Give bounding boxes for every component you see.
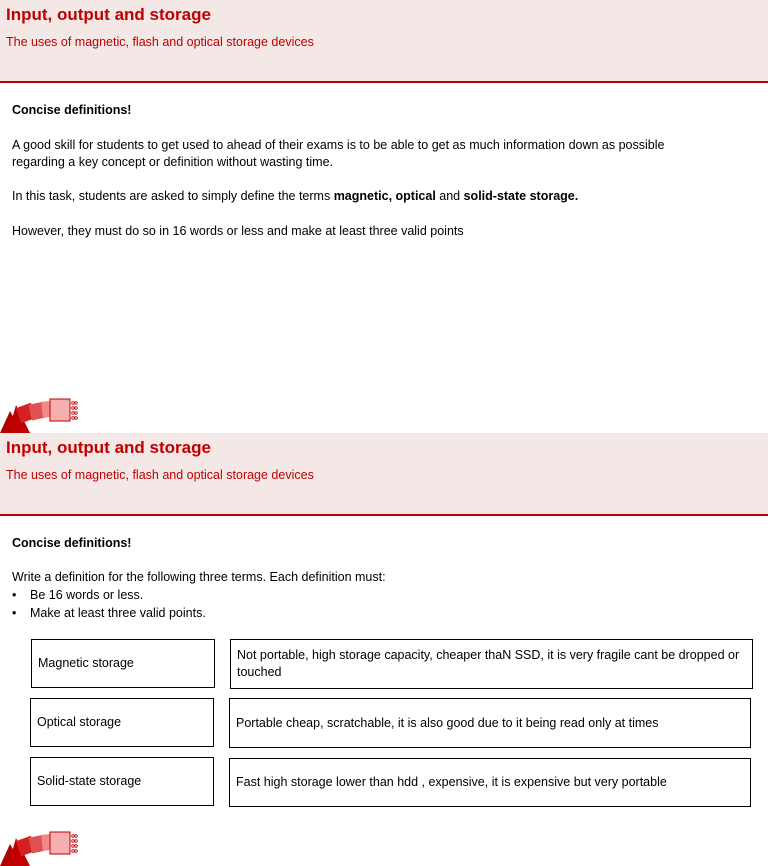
slide-header [0,0,768,83]
slide-subtitle: The uses of magnetic, flash and optical storage devices [6,468,314,482]
list-item: • Be 16 words or less. [12,587,206,605]
slide-subtitle: The uses of magnetic, flash and optical storage devices [6,35,314,49]
slide-title: Input, output and storage [6,438,211,457]
slide-2 [0,433,768,866]
constraint-paragraph: However, they must do so in 16 words or less and make at least three valid points [12,224,464,238]
intro-paragraph: A good skill for students to get used to ahead of their exams is to be able to get as much information down as possible regarding a key concept or definition without wasting time. [12,138,665,169]
task-text-start: In this task, students are asked to simply define the terms [12,189,334,203]
instructions-paragraph: Write a definition for the following three terms. Each definition must: [12,570,386,584]
chip-cards-logo-icon [0,830,80,866]
task-text-mid: and [435,189,464,203]
definition-box-magnetic[interactable]: Not portable, high storage capacity, cheaper thaN SSD, it is very fragile cant be dropped or touched [230,639,753,689]
section-heading: Concise definitions! [12,103,132,117]
task-paragraph [12,188,578,205]
section-heading: Concise definitions! [12,536,132,550]
term-box-optical: Optical storage [30,698,214,747]
list-item: • Make at least three valid points. [12,605,206,623]
slide-title: Input, output and storage [6,5,211,24]
task-term-bold-2: solid-state storage. [463,189,579,203]
task-terms-bold: magnetic, optical [333,189,436,203]
slide-header [0,433,768,516]
definition-box-solid-state[interactable]: Fast high storage lower than hdd , expensive, it is expensive but very portable [229,758,751,807]
term-box-magnetic: Magnetic storage [31,639,215,688]
requirements-list [12,587,206,622]
definition-box-optical[interactable]: Portable cheap, scratchable, it is also good due to it being read only at times [229,698,751,748]
chip-cards-logo-icon [0,397,80,433]
term-box-solid-state: Solid-state storage [30,757,214,806]
